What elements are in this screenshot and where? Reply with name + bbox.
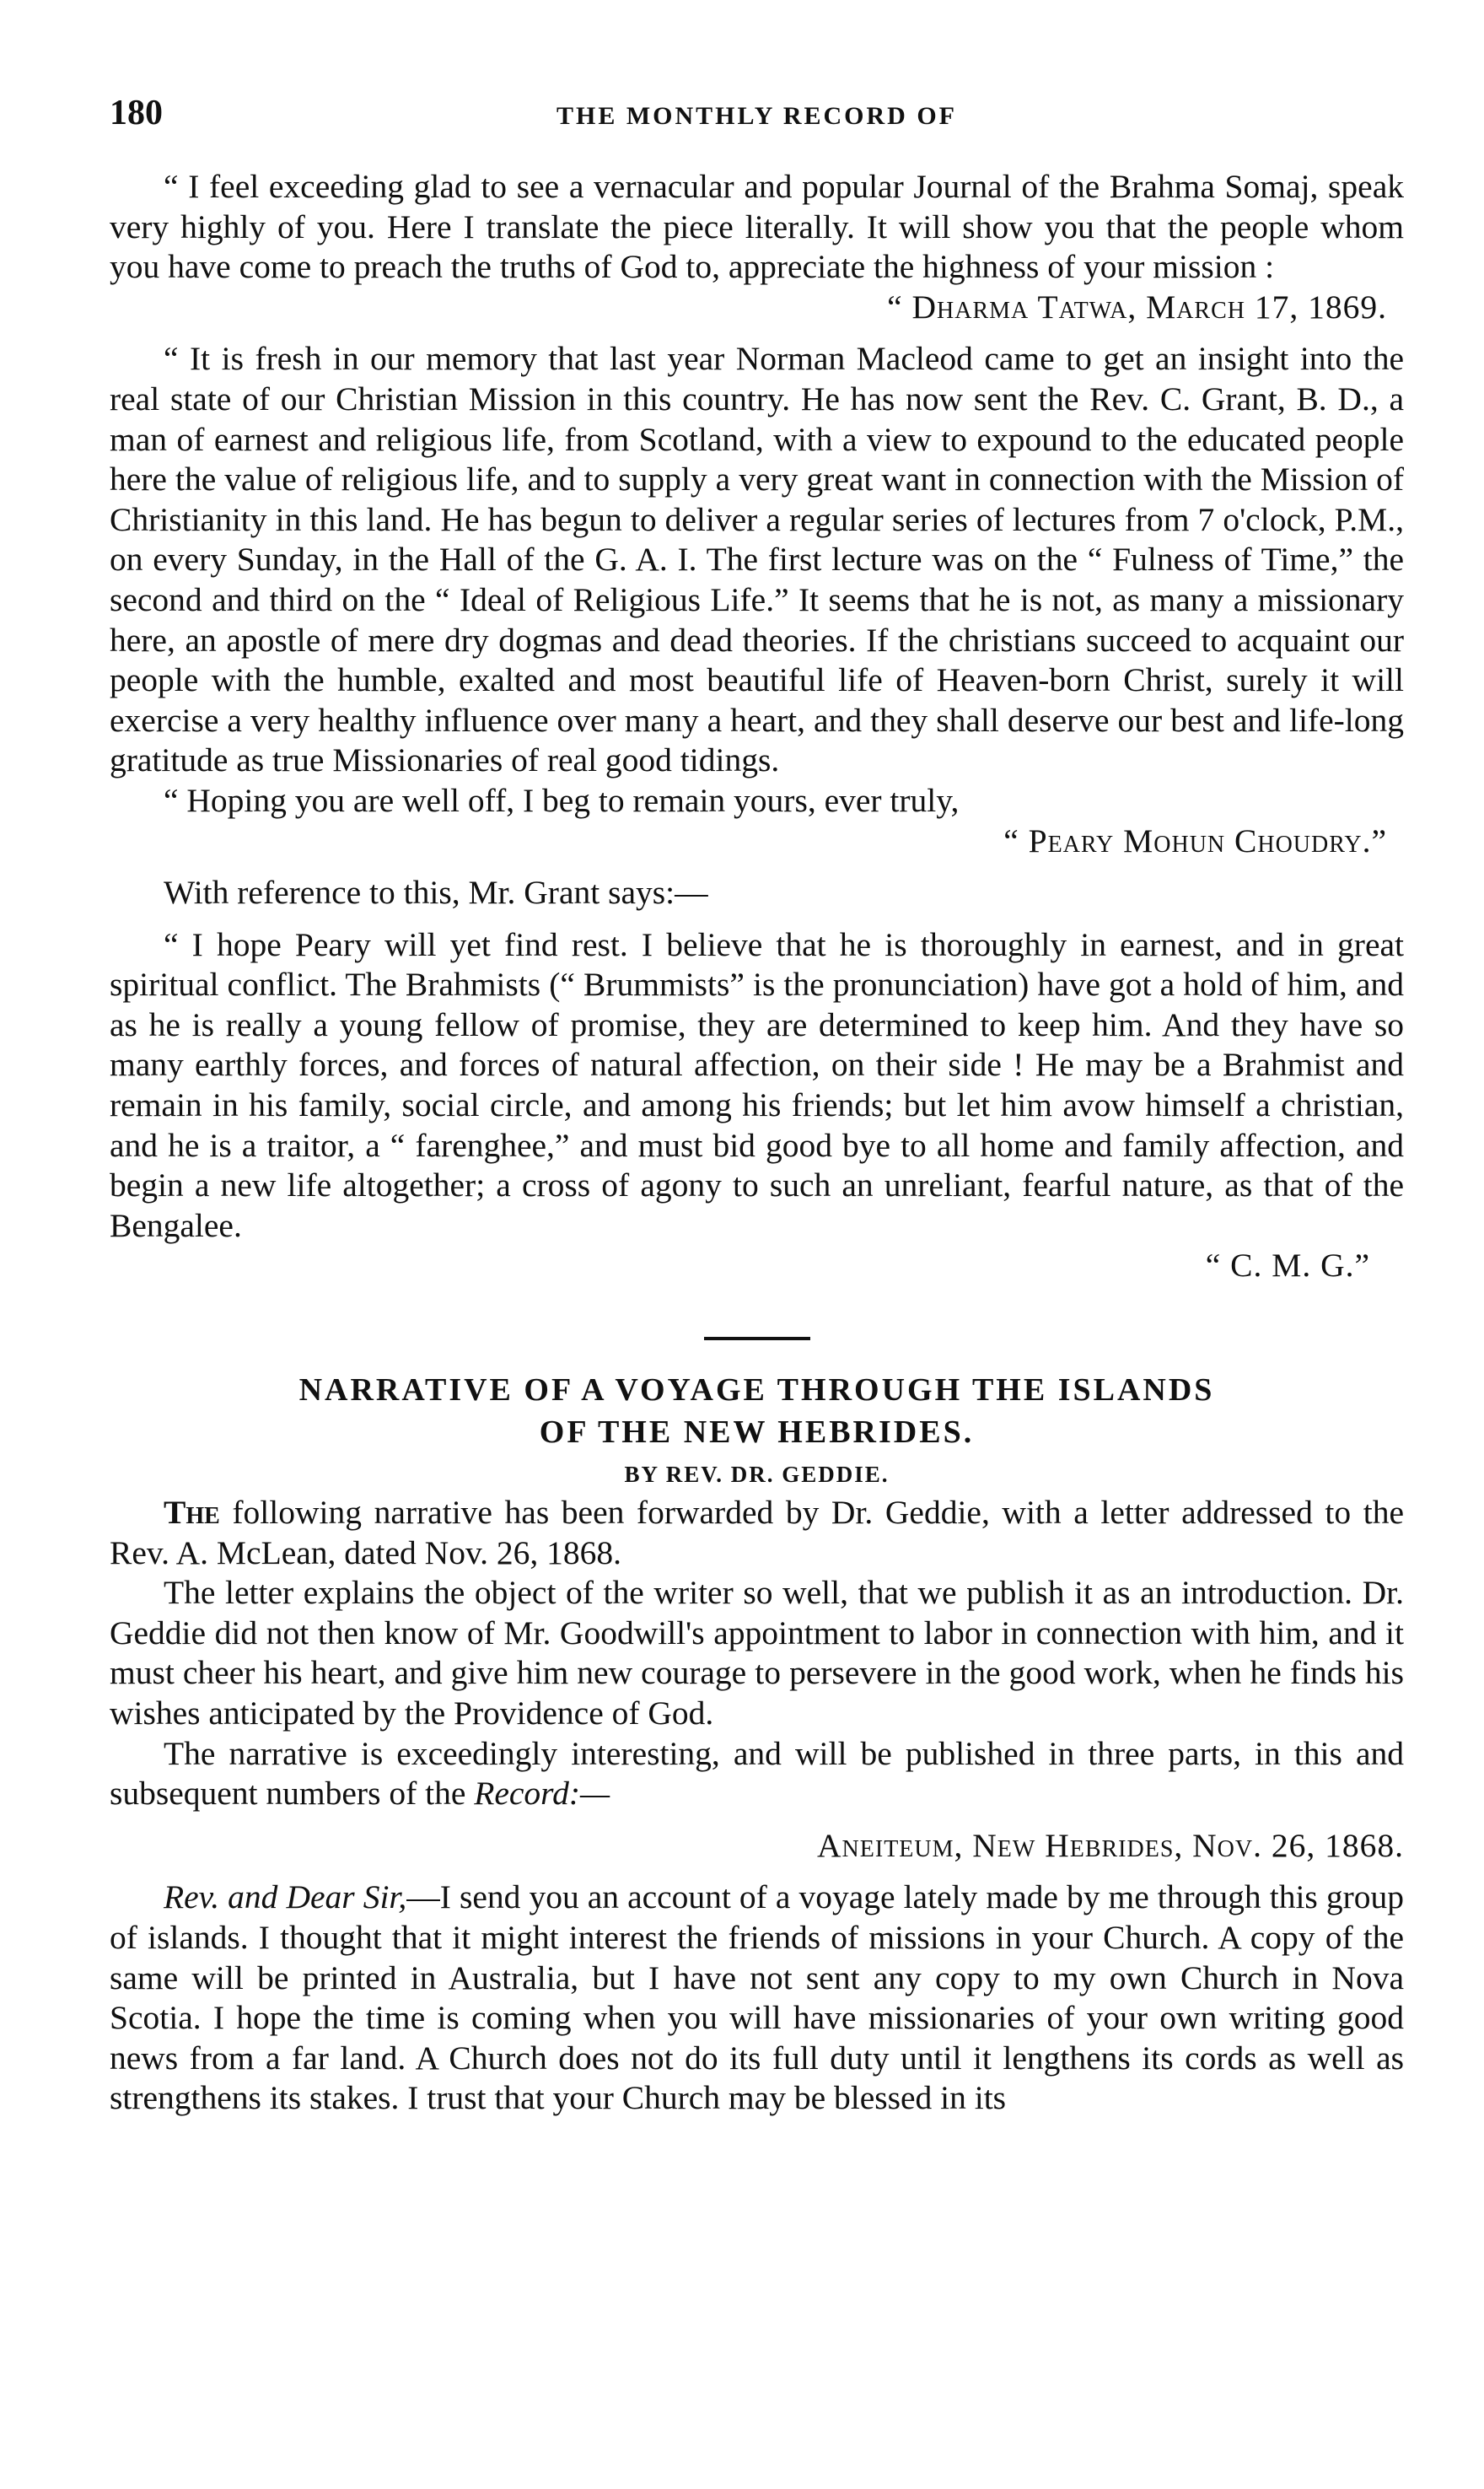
lead-word: The [164,1494,220,1532]
article-byline: BY REV. DR. GEDDIE. [624,1462,890,1488]
article-paragraph-text: following narrative has been forwarded by Dr. Geddie, with a letter addressed to the Rev. A. McLean, dated Nov. 26, 1868. [110,1494,1404,1571]
article-paragraph [110,1734,1404,1814]
page-number: 180 [110,94,163,132]
article-paragraph [110,1878,1404,2119]
record-title: Record:— [474,1775,610,1813]
article-paragraph-text: The narrative is exceedingly interesting, and will be published in three parts, in this and subsequent numbers of the [110,1734,1404,1813]
article-paragraph [110,1493,1404,1573]
running-head [110,93,1404,152]
salutation: Rev. and Dear Sir, [164,1878,407,1916]
article-section [110,1369,1404,2119]
letter-paragraph: With reference to this, Mr. Grant says:— [164,874,708,912]
letter-paragraph: “ Hoping you are well off, I beg to remain yours, ever truly, [164,781,960,819]
letter-paragraph: “ I hope Peary will yet find rest. I believe that he is thoroughly in earnest, and in great spiritual conflict. The Brahmists (“ Brummists” is the pronunciation) have got a hold of him, and as he is really a young fellow of promise, they are determined to keep him. And they have so many earthly forces, and forces of natural affection, on their side ! He may be a Brahmist and remain in his family, social circle, and among his friends; but let him avow himself a christian, and he is a traitor, a “ farenghee,” and must bid good bye to all home and family affection, and begin a new life altogether; a cross of agony to such an unreliant, fearful nature, as that of the Bengalee. [110,925,1404,1244]
article-paragraph: The letter explains the object of the writer so well, that we publish it as an introduction. Dr. Geddie did not then know of Mr. Goodwill's appointment to labor in connection with him, and it must cheer his heart, and give him new courage to persevere in the good work, when he finds his wishes anticipated by the Providence of God. [110,1574,1404,1732]
article-title-line-1: NARRATIVE OF A VOYAGE THROUGH THE ISLANDS [298,1372,1215,1409]
article-paragraph-text: —I send you an account of a voyage lately made by me through this group of islands. I thought that it might interest the friends of missions in your Church. A copy of the same will be printed in Australia, but I have not sent any copy to my own Church in Nova Scotia. I hope the time is coming when you will have missionaries of your own writing good news from a far land. A Church does not do its full duty until it lengthens its cords as well as strengthens its stakes. I trust that your Church may be blessed in its [110,1878,1404,2117]
aneiteum-dateline: Aneiteum, New Hebrides, Nov. 26, 1868. [817,1826,1404,1864]
article-title-line-2: OF THE NEW HEBRIDES. [539,1414,975,1451]
letter-section [110,167,1404,1286]
closing-initials: “ C. M. G.” [1205,1247,1370,1285]
section-divider [704,1337,810,1340]
dharma-tatwa-dateline: “ Dharma Tatwa, March 17, 1869. [887,288,1387,326]
letter-paragraph: “ It is fresh in our memory that last year Norman Macleod came to get an insight into the real state of our Christian Mission in this country. He has now sent the Rev. C. Grant, B. D., a man of earnest and religious life, from Scotland, with a view to expound to the educated people here the value of religious life, and to supply a very great want in connection with the Mission of Christianity in this land. He has begun to deliver a regular series of lectures from 7 o'clock, P.M., on every Sunday, in the Hall of the G. A. I. The first lecture was on the “ Fulness of Time,” the second and third on the “ Ideal of Religious Life.” It seems that he is not, as many a missionary here, an apostle of mere dry dogmas and dead theories. If the christians succeed to acquaint our people with the humble, exalted and most beautiful life of Heaven-born Christ, surely it will exercise a very healthy influence over many a heart, and they shall deserve our best and life-long gratitude as true Missionaries of real good tidings. [110,340,1404,779]
letter-paragraph: “ I feel exceeding glad to see a vernacular and popular Journal of the Brahma Somaj, speak very highly of you. Here I translate the piece literally. It will show you that the people whom you have come to preach the truths of God to, appreciate the highness of your mission : [110,168,1404,286]
letter-signature: “ Peary Mohun Choudry.” [1003,822,1387,859]
journal-title: THE MONTHLY RECORD OF [556,102,957,130]
